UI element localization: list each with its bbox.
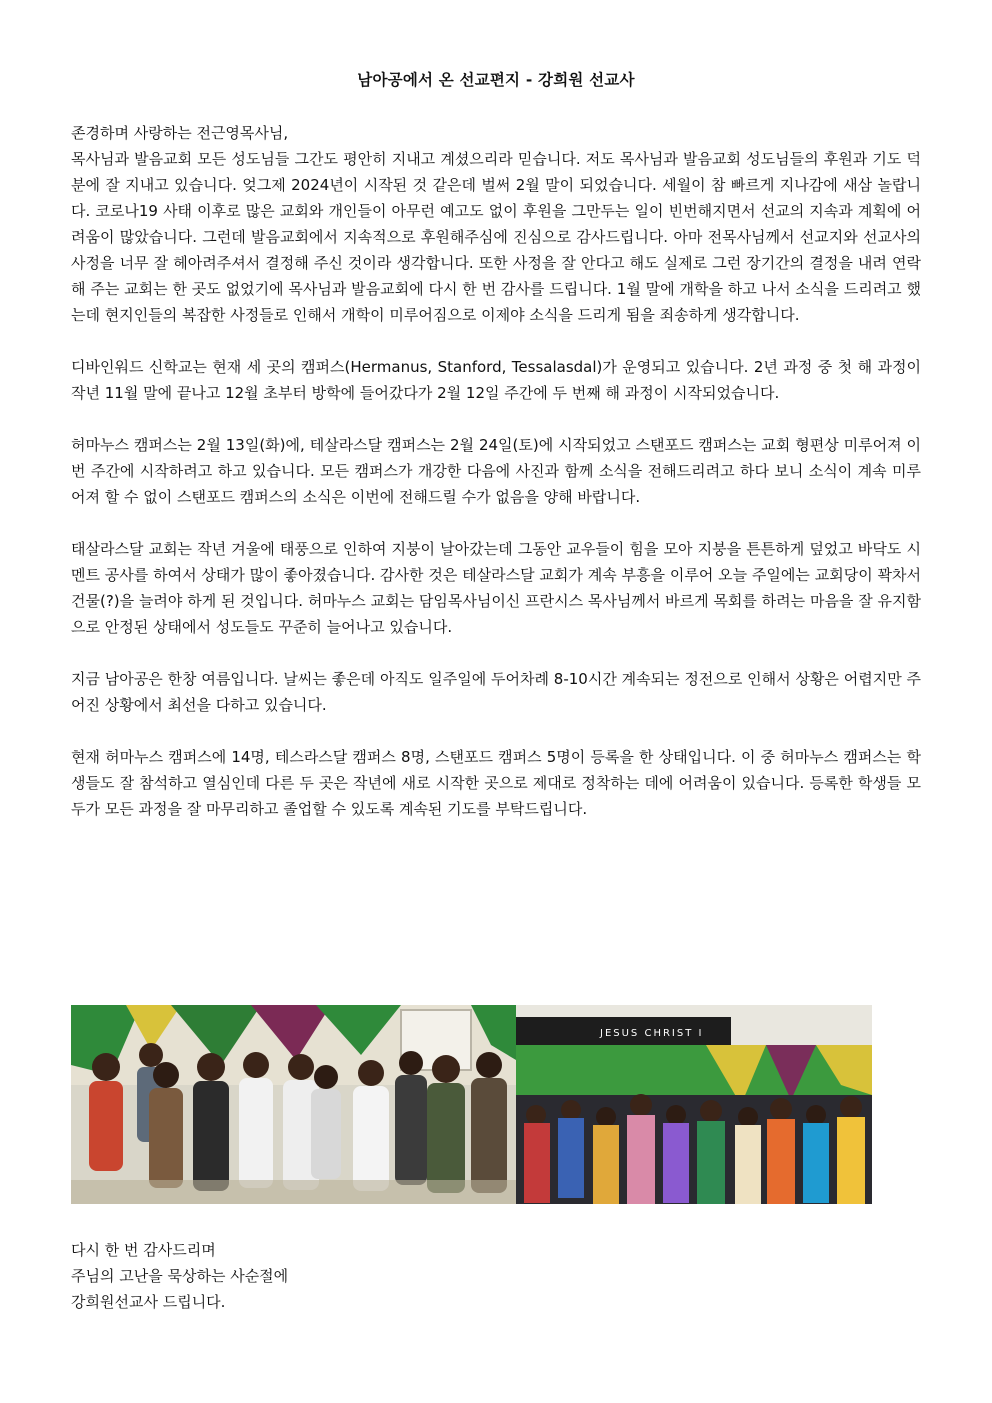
group-photo (71, 1005, 516, 1204)
salutation: 존경하며 사랑하는 전근영목사님, (71, 124, 289, 142)
paragraph-gratitude: 목사님과 발음교회 모든 성도님들 그간도 평안히 지내고 계셨으리라 믿습니다. 저도 목사님과 발음교회 성도님들의 후원과 기도 덕분에 잘 지내고 있습니다. 엊그제 2024년이 시작된 것 같은데 벌써 2월 말이 되었습니다. 세월이 참 빠르게 지나감에 새삼 놀랍니다. 코로나19 사태 이후로 많은 교회와 개인들이 아무런 예고도 없이 후원을 그만두는 일이 빈번해지면서 선교의 지속과 계획에 어려움이 많았습니다. 그런데 발음교회에서 지속적으로 후원해주심에 진심으로 감사드립니다. 아마 전목사님께서 선교지와 선교사의 사정을 너무 잘 헤아려주셔서 결정해 주신 것이라 생각합니다. 또한 사정을 잘 안다고 해도 실제로 그런 장기간의 결정을 내려 연락해 주는 교회는 한 곳도 없었기에 목사님과 발음교회에 다시 한 번 감사를 드립니다. 1월 말에 개학을 하고 나서 소식을 드리려고 했는데 현지인들의 복잡한 사정들로 인해서 개학이 미루어짐으로 이제야 소식을 드리게 됨을 죄송하게 생각합니다. (71, 150, 921, 324)
banner-text: JESUS CHRIST I (600, 1028, 704, 1039)
letter-title: 남아공에서 온 선교편지 - 강희원 선교사 (357, 71, 635, 89)
congregation-photo (516, 1005, 872, 1204)
closing-signature: 강희원선교사 드립니다. (71, 1293, 226, 1311)
closing-line-1: 다시 한 번 감사드리며 (71, 1241, 216, 1259)
photo-strip (71, 1005, 872, 1204)
paragraph-enrollment: 현재 허마누스 캠퍼스에 14명, 테스라스달 캠퍼스 8명, 스탠포드 캠퍼스 5명이 등록을 한 상태입니다. 이 중 허마누스 캠퍼스는 학생들도 잘 참석하고 열심인데 다른 두 곳은 작년에 새로 시작한 곳으로 제대로 정착하는 데에 어려움이 있습니다. 등록한 학생들 모두가 모든 과정을 잘 마무리하고 졸업할 수 있도록 계속된 기도를 부탁드립니다. (71, 748, 921, 818)
letter-body (71, 120, 921, 848)
closing-line-2: 주님의 고난을 묵상하는 사순절에 (71, 1267, 289, 1285)
paragraph-church-news: 태살라스달 교회는 작년 겨울에 태풍으로 인하여 지붕이 날아갔는데 그동안 교우들이 힘을 모아 지붕을 튼튼하게 덮었고 바닥도 시멘트 공사를 하여서 상태가 많이 좋아졌습니다. 감사한 것은 테살라스달 교회가 계속 부흥을 이루어 오늘 주일에는 교회당이 꽉차서 건물(?)을 늘려야 하게 된 것입니다. 허마누스 교회는 담임목사님이신 프란시스 목사님께서 바르게 목회를 하려는 마음을 잘 유지함으로 안정된 상태에서 성도들도 꾸준히 늘어나고 있습니다. (71, 540, 921, 636)
paragraph-campuses: 디바인워드 신학교는 현재 세 곳의 캠퍼스(Hermanus, Stanford, Tessalasdal)가 운영되고 있습니다. 2년 과정 중 첫 해 과정이 작년 11월 말에 끝나고 12월 초부터 방학에 들어갔다가 2월 12일 주간에 두 번째 해 과정이 시작되었습니다. (71, 358, 921, 402)
paragraph-weather: 지금 남아공은 한창 여름입니다. 날씨는 좋은데 아직도 일주일에 두어차례 8-10시간 계속되는 정전으로 인해서 상황은 어렵지만 주어진 상황에서 최선을 다하고 있습니다. (71, 670, 921, 714)
paragraph-campus-schedule: 허마누스 캠퍼스는 2월 13일(화)에, 테살라스달 캠퍼스는 2월 24일(토)에 시작되었고 스탠포드 캠퍼스는 교회 형편상 미루어져 이번 주간에 시작하려고 하고 있습니다. 모든 캠퍼스가 개강한 다음에 사진과 함께 소식을 전해드리려고 하다 보니 소식이 계속 미루어져 할 수 없이 스탠포드 캠퍼스의 소식은 이번에 전해드릴 수가 없음을 양해 바랍니다. (71, 436, 921, 506)
closing-block (71, 1237, 288, 1315)
